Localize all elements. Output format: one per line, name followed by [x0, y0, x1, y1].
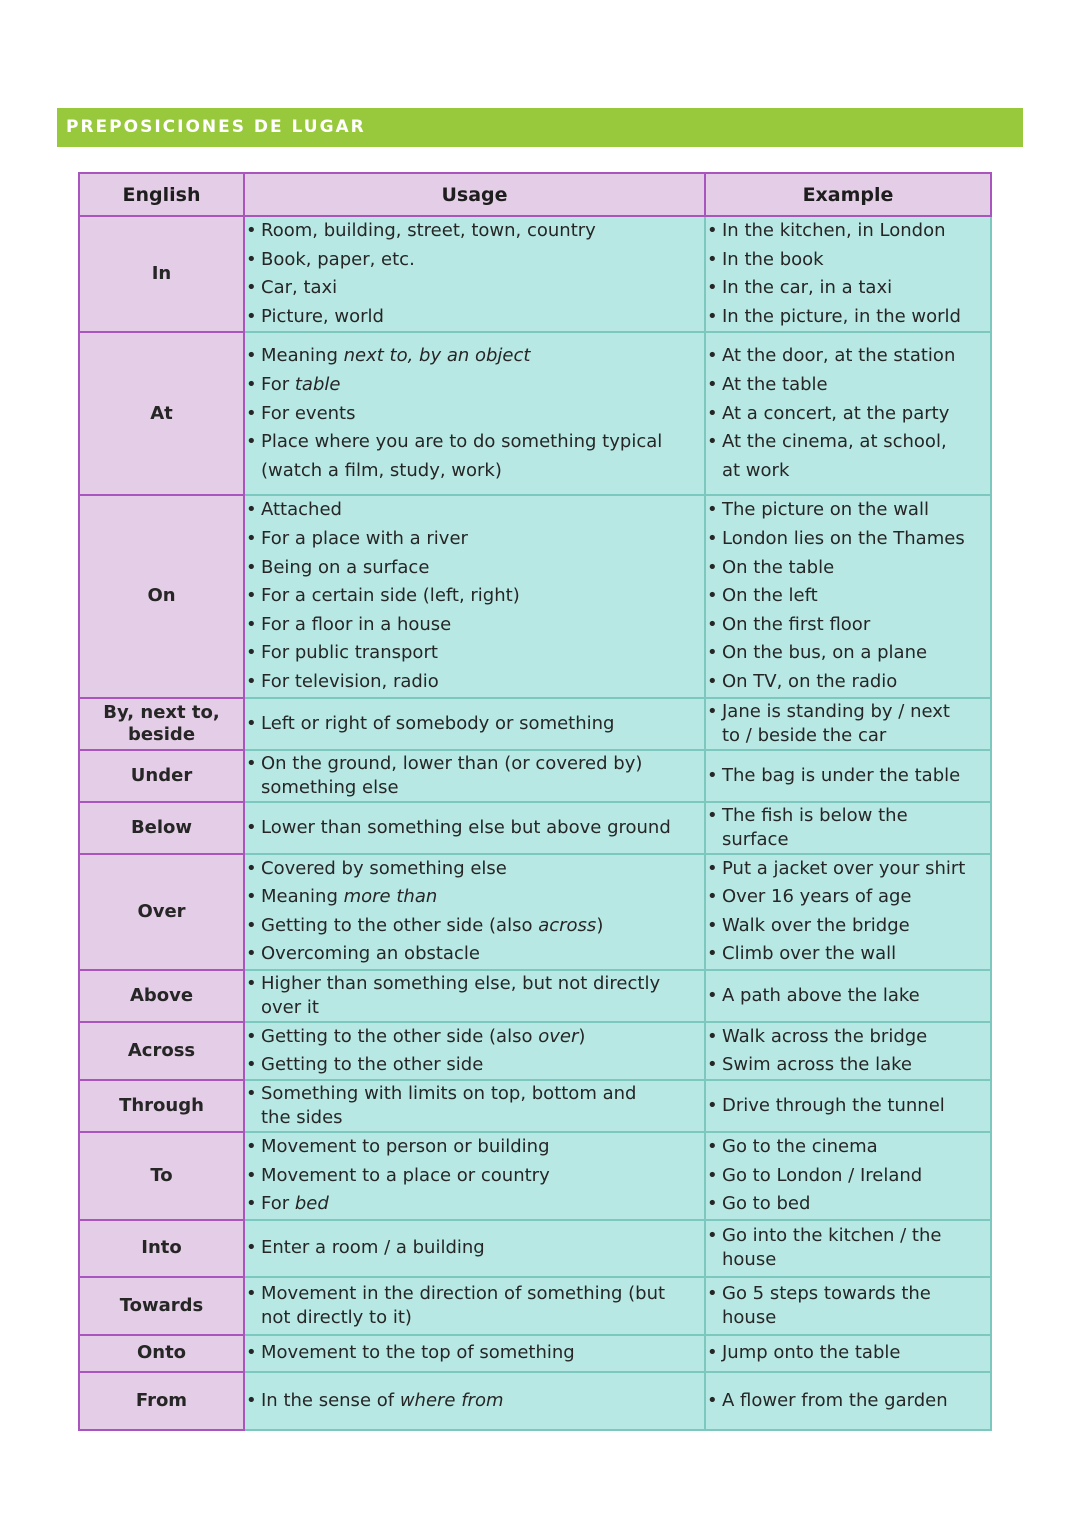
- list-item: • Walk across the bridge: [706, 1023, 990, 1051]
- list-item: • Movement to a place or country: [245, 1162, 704, 1191]
- table-row: [79, 854, 991, 970]
- list-item: • Walk over the bridge: [706, 912, 990, 941]
- list-item: • A path above the lake: [706, 984, 990, 1008]
- list-item: • At the cinema, at school, at work: [706, 428, 990, 485]
- list-item: • For table: [245, 371, 704, 400]
- list-item: • In the book: [706, 246, 990, 275]
- term-cell: Into: [79, 1220, 244, 1277]
- list-item: • London lies on the Thames: [706, 525, 990, 554]
- header-english: English: [79, 173, 244, 216]
- list-item: • Go 5 steps towards the house: [706, 1282, 990, 1330]
- term-cell: To: [79, 1132, 244, 1220]
- table-row: [79, 1372, 991, 1430]
- list-item: • Movement to person or building: [245, 1133, 704, 1162]
- list-item: • For television, radio: [245, 668, 704, 697]
- header-row: [79, 173, 991, 216]
- table-row: [79, 1132, 991, 1220]
- term-cell: Onto: [79, 1335, 244, 1372]
- term-cell: Through: [79, 1080, 244, 1132]
- list-item: • Place where you are to do something typical (watch a film, study, work): [245, 428, 704, 485]
- list-item: • For a certain side (left, right): [245, 582, 704, 611]
- section-header-bar: [57, 108, 1023, 147]
- usage-cell: [244, 698, 705, 750]
- list-item: • Drive through the tunnel: [706, 1094, 990, 1118]
- list-item: • In the sense of where from: [245, 1389, 704, 1413]
- table-row: [79, 216, 991, 332]
- list-item: • On the first floor: [706, 611, 990, 640]
- example-cell: [705, 750, 991, 802]
- term-cell: Over: [79, 854, 244, 970]
- list-item: • A flower from the garden: [706, 1389, 990, 1413]
- list-item: • Higher than something else, but not directly over it: [245, 972, 704, 1020]
- list-item: • In the car, in a taxi: [706, 274, 990, 303]
- example-cell: [705, 802, 991, 854]
- list-item: • Getting to the other side (also across): [245, 912, 704, 941]
- example-cell: [705, 1220, 991, 1277]
- header-usage: Usage: [244, 173, 705, 216]
- list-item: • Go to the cinema: [706, 1133, 990, 1162]
- usage-cell: [244, 1372, 705, 1430]
- usage-cell: [244, 1220, 705, 1277]
- table-row: [79, 1022, 991, 1080]
- list-item: • Over 16 years of age: [706, 883, 990, 912]
- example-cell: [705, 970, 991, 1022]
- list-item: • The bag is under the table: [706, 764, 990, 788]
- table-row: [79, 750, 991, 802]
- term-cell: From: [79, 1372, 244, 1430]
- example-cell: [705, 698, 991, 750]
- table-row: [79, 1220, 991, 1277]
- list-item: • For events: [245, 400, 704, 429]
- list-item: • The fish is below the surface: [706, 804, 990, 852]
- term-cell: At: [79, 332, 244, 495]
- list-item: • For a place with a river: [245, 525, 704, 554]
- table-row: [79, 332, 991, 495]
- example-cell: [705, 1372, 991, 1430]
- term-cell: Above: [79, 970, 244, 1022]
- list-item: • Go to London / Ireland: [706, 1162, 990, 1191]
- term-cell: By, next to, beside: [79, 698, 244, 750]
- usage-cell: [244, 970, 705, 1022]
- list-item: • Something with limits on top, bottom and the sides: [245, 1082, 704, 1130]
- list-item: • Attached: [245, 496, 704, 525]
- list-item: • Left or right of somebody or something: [245, 712, 704, 736]
- list-item: • Covered by something else: [245, 855, 704, 884]
- list-item: • Jane is standing by / next to / beside the car: [706, 700, 990, 748]
- example-cell: [705, 495, 991, 697]
- list-item: • Meaning more than: [245, 883, 704, 912]
- example-cell: [705, 216, 991, 332]
- list-item: • Car, taxi: [245, 274, 704, 303]
- usage-cell: [244, 216, 705, 332]
- list-item: • Getting to the other side: [245, 1051, 704, 1079]
- table-row: [79, 1335, 991, 1372]
- table-row: [79, 802, 991, 854]
- list-item: • Being on a surface: [245, 554, 704, 583]
- term-cell: Below: [79, 802, 244, 854]
- list-item: • For a floor in a house: [245, 611, 704, 640]
- term-cell: On: [79, 495, 244, 697]
- term-cell: Across: [79, 1022, 244, 1080]
- header-example: Example: [705, 173, 991, 216]
- section-title: PREPOSICIONES DE LUGAR: [66, 117, 366, 137]
- list-item: • At the door, at the station: [706, 342, 990, 371]
- example-cell: [705, 1277, 991, 1335]
- list-item: • Enter a room / a building: [245, 1236, 704, 1260]
- list-item: • Go to bed: [706, 1190, 990, 1219]
- table-row: [79, 1080, 991, 1132]
- list-item: • Climb over the wall: [706, 940, 990, 969]
- table-row: [79, 1277, 991, 1335]
- usage-cell: [244, 1277, 705, 1335]
- usage-cell: [244, 750, 705, 802]
- list-item: • Swim across the lake: [706, 1051, 990, 1079]
- list-item: • On the bus, on a plane: [706, 639, 990, 668]
- list-item: • On the left: [706, 582, 990, 611]
- example-cell: [705, 332, 991, 495]
- usage-cell: [244, 854, 705, 970]
- list-item: • Getting to the other side (also over): [245, 1023, 704, 1051]
- list-item: • On the table: [706, 554, 990, 583]
- term-cell: Towards: [79, 1277, 244, 1335]
- list-item: • Put a jacket over your shirt: [706, 855, 990, 884]
- list-item: • In the picture, in the world: [706, 303, 990, 332]
- usage-cell: [244, 802, 705, 854]
- usage-cell: [244, 332, 705, 495]
- list-item: • Room, building, street, town, country: [245, 217, 704, 246]
- example-cell: [705, 1335, 991, 1372]
- list-item: • On TV, on the radio: [706, 668, 990, 697]
- list-item: • On the ground, lower than (or covered by) something else: [245, 752, 704, 800]
- usage-cell: [244, 495, 705, 697]
- example-cell: [705, 1080, 991, 1132]
- list-item: • Go into the kitchen / the house: [706, 1224, 990, 1272]
- list-item: • Movement in the direction of something (but not directly to it): [245, 1282, 704, 1330]
- prepositions-table: [78, 172, 992, 1431]
- usage-cell: [244, 1132, 705, 1220]
- term-cell: Under: [79, 750, 244, 802]
- list-item: • Jump onto the table: [706, 1341, 990, 1365]
- list-item: • For public transport: [245, 639, 704, 668]
- example-cell: [705, 1022, 991, 1080]
- list-item: • At the table: [706, 371, 990, 400]
- table-row: [79, 698, 991, 750]
- list-item: • For bed: [245, 1190, 704, 1219]
- list-item: • The picture on the wall: [706, 496, 990, 525]
- table-row: [79, 970, 991, 1022]
- example-cell: [705, 1132, 991, 1220]
- list-item: • Book, paper, etc.: [245, 246, 704, 275]
- list-item: • Overcoming an obstacle: [245, 940, 704, 969]
- usage-cell: [244, 1080, 705, 1132]
- example-cell: [705, 854, 991, 970]
- usage-cell: [244, 1335, 705, 1372]
- list-item: • Picture, world: [245, 303, 704, 332]
- usage-cell: [244, 1022, 705, 1080]
- list-item: • In the kitchen, in London: [706, 217, 990, 246]
- table-row: [79, 495, 991, 697]
- list-item: • Meaning next to, by an object: [245, 342, 704, 371]
- term-cell: In: [79, 216, 244, 332]
- list-item: • At a concert, at the party: [706, 400, 990, 429]
- list-item: • Lower than something else but above ground: [245, 816, 704, 840]
- list-item: • Movement to the top of something: [245, 1341, 704, 1365]
